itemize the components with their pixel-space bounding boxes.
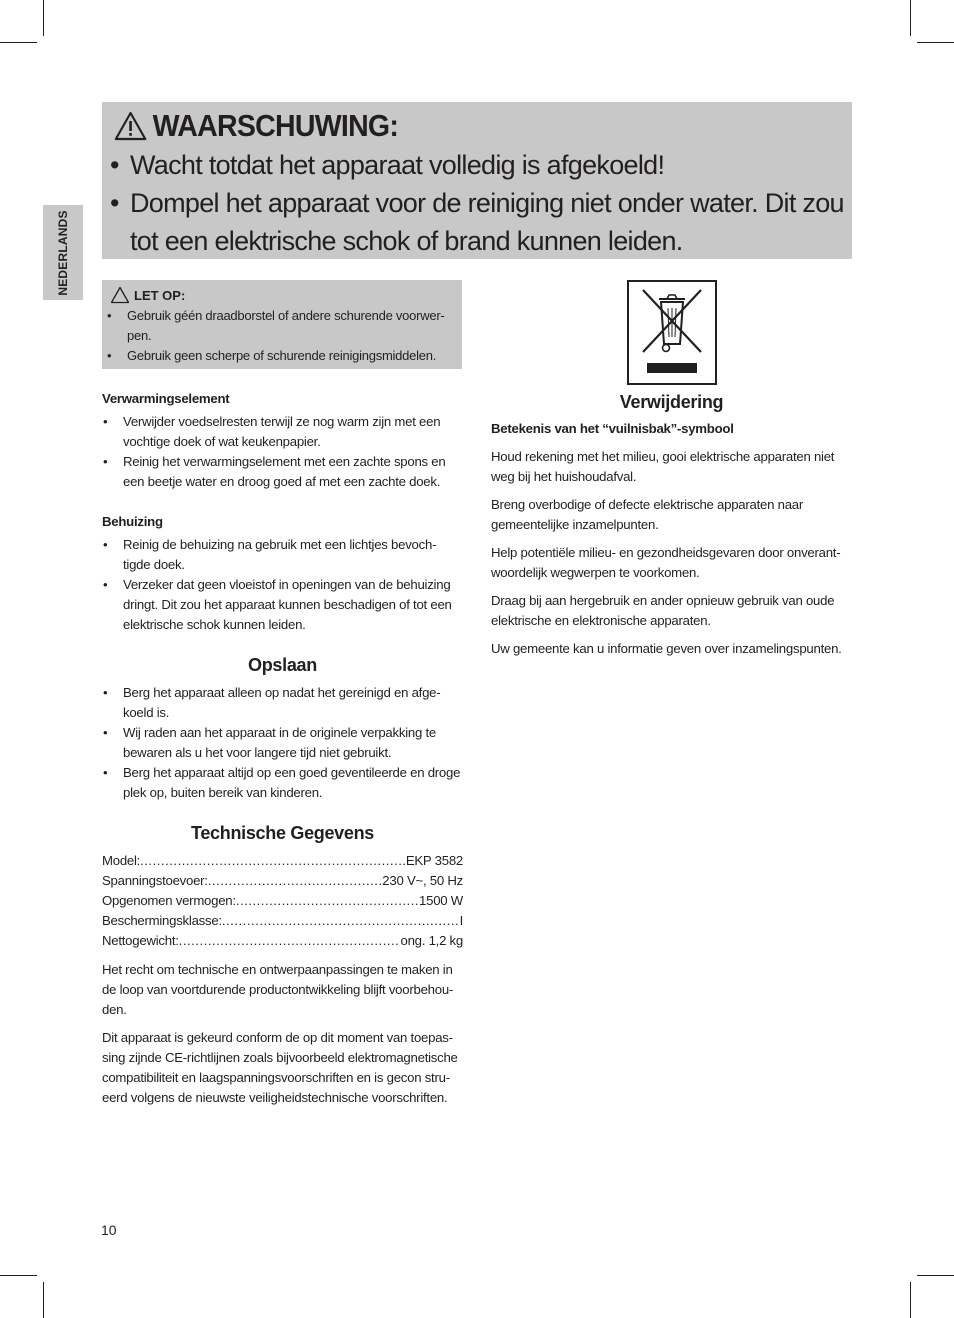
behuizing-list [102, 535, 463, 635]
spec-value: ong. 1,2 kg [400, 933, 463, 948]
spec-label: Opgenomen vermogen: [102, 893, 236, 908]
crop-mark [43, 0, 44, 36]
crop-mark [0, 1275, 37, 1276]
paragraph: Dit apparaat is gekeurd conform de op dit moment van toepas-sing zijnde CE-richtlijnen zoals bijvoorbeeld elektromagnetische compatibiliteit en laagspanningsvoorschriften en is gecon stru-eerd volgens de nieuwste veiligheidstechnische voorschriften. [102, 1030, 458, 1105]
crop-mark [43, 1282, 44, 1318]
warning-box [102, 102, 852, 259]
weee-symbol [627, 280, 717, 385]
subheading-vuilnisbak: Betekenis van het “vuilnisbak”-symbool [491, 421, 734, 436]
section-heading-verwarming: Verwarmingselement [102, 391, 230, 406]
section-heading-behuizing: Behuizing [102, 514, 163, 529]
spec-value: 1500 W [419, 893, 463, 908]
crossed-out-wheelie-bin-icon [629, 282, 715, 383]
paragraph: Het recht om technische en ontwerpaanpassingen te maken in de loop van voortdurende productontwikkeling blijft voorbehou-den. [102, 962, 454, 1017]
caution-triangle-icon [110, 286, 130, 304]
opslaan-list [102, 683, 463, 803]
paragraph: Breng overbodige of defecte elektrische apparaten naar gemeentelijke inzamelpunten. [491, 497, 804, 532]
spec-row [102, 891, 463, 911]
list-item: • Berg het apparaat altijd op een goed geventileerde en droge plek op, buiten bereik van kinderen. [102, 763, 463, 803]
language-tab [43, 205, 83, 300]
spec-row [102, 851, 463, 871]
paragraph: Draag bij aan hergebruik en ander opnieuw gebruik van oude elektrische en elektronische apparaten. [491, 593, 835, 628]
warning-item: • Dompel het apparaat voor de reiniging niet onder water. Dit zou tot een elektrische schok of brand kunnen leiden. [110, 184, 845, 260]
list-item: • Reinig de behuizing na gebruik met een lichtjes bevoch-tigde doek. [102, 535, 463, 575]
caution-item: • Gebruik geen scherpe of schurende reinigingsmiddelen. [106, 346, 460, 366]
section-heading-verwijdering: Verwijdering [619, 392, 724, 412]
language-tab-label: NEDERLANDS [56, 209, 70, 296]
spec-value: EKP 3582 [405, 853, 463, 868]
caution-title-text: LET OP: [134, 287, 186, 303]
list-item: • Wij raden aan het apparaat in de originele verpakking te bewaren als u het voor langere tijd niet gebruikt. [102, 723, 463, 763]
crop-mark [917, 42, 954, 43]
crop-mark [910, 1282, 911, 1318]
spec-label: Beschermingsklasse: [102, 913, 222, 928]
right-column [491, 392, 852, 659]
spec-label: Nettogewicht: [102, 933, 179, 948]
caution-title [110, 286, 185, 304]
crop-mark [0, 42, 37, 43]
paragraph: Houd rekening met het milieu, gooi elektrische apparaten niet weg bij het huishoudafval. [491, 449, 835, 484]
spec-row [102, 871, 463, 891]
caution-list [106, 306, 460, 366]
paragraph: Uw gemeente kan u informatie geven over inzamelingspunten. [491, 641, 842, 656]
spec-row [102, 931, 463, 951]
spec-label: Model: [102, 853, 141, 868]
caution-item: • Gebruik géén draadborstel of andere schurende voorwer-pen. [106, 306, 460, 346]
spec-label: Spanningstoevoer: [102, 873, 208, 888]
list-item: • Berg het apparaat alleen op nadat het gereinigd en afge-koeld is. [102, 683, 463, 723]
page-number: 10 [101, 1222, 117, 1238]
spec-value: 230 V~, 50 Hz [382, 873, 463, 888]
warning-list [110, 146, 845, 260]
warning-item: • Wacht totdat het apparaat volledig is afgekoeld! [110, 146, 845, 184]
list-item: • Verwijder voedselresten terwijl ze nog warm zijn met een vochtige doek of wat keukenpapier. [102, 412, 463, 452]
left-column [102, 389, 463, 1108]
paragraph: Help potentiële milieu- en gezondheidsgevaren door onverant-woordelijk wegwerpen te voorkomen. [491, 545, 841, 580]
verwarming-list [102, 412, 463, 492]
warning-triangle-icon [114, 111, 147, 141]
section-heading-opslaan: Opslaan [248, 655, 317, 675]
list-item: • Reinig het verwarmingselement met een zachte spons en een beetje water en droog goed af met een zachte doek. [102, 452, 463, 492]
crop-mark [917, 1275, 954, 1276]
list-item: • Verzeker dat geen vloeistof in openingen van de behuizing dringt. Dit zou het apparaat kunnen beschadigen of tot een elektrische schok kunnen leiden. [102, 575, 463, 635]
spec-table [102, 851, 463, 951]
caution-box [102, 280, 462, 369]
warning-title-text: WAARSCHUWING: [152, 108, 399, 143]
spec-row [102, 911, 463, 931]
section-heading-technisch: Technische Gegevens [190, 823, 375, 843]
crop-mark [910, 0, 911, 36]
spec-value: I [459, 913, 463, 928]
warning-title [114, 108, 398, 144]
